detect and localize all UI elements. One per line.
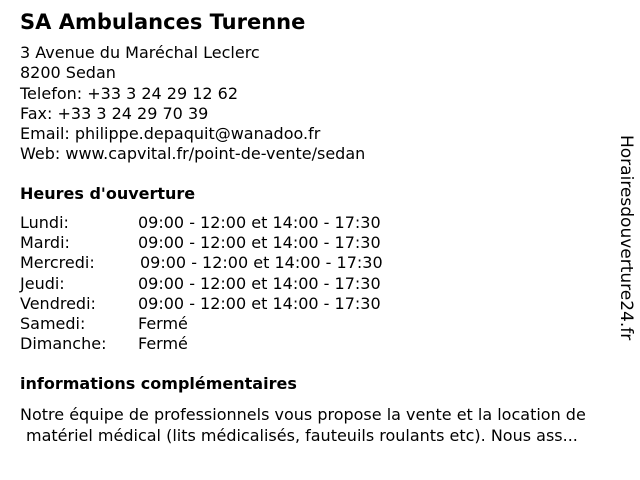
description-line-2: matériel médical (lits médicalisés, fauteuils roulants etc). Nous ass... bbox=[26, 426, 578, 445]
day-label: Dimanche: bbox=[20, 334, 107, 354]
description-line-1: Notre équipe de professionnels vous propose la vente et la location de bbox=[20, 405, 586, 424]
email-address[interactable]: Email: philippe.depaquit@wanadoo.fr bbox=[20, 124, 321, 144]
time-value: 09:00 - 12:00 et 14:00 - 17:30 bbox=[138, 293, 381, 313]
day-label: Lundi: bbox=[20, 213, 69, 232]
time-value: Fermé bbox=[138, 334, 188, 354]
contact-block bbox=[20, 43, 365, 165]
day-label: Vendredi: bbox=[20, 293, 96, 313]
time-value: Fermé bbox=[138, 313, 188, 333]
fax-number: Fax: +33 3 24 29 70 39 bbox=[20, 103, 209, 123]
address-line-2: 8200 Sedan bbox=[20, 63, 116, 83]
additional-info-heading: informations complémentaires bbox=[20, 374, 297, 393]
page-title: SA Ambulances Turenne bbox=[20, 10, 306, 34]
description-text bbox=[20, 404, 586, 446]
time-value: 09:00 - 12:00 et 14:00 - 17:30 bbox=[138, 213, 381, 232]
opening-hours-heading: Heures d'ouverture bbox=[20, 184, 196, 203]
address-line-1: 3 Avenue du Maréchal Leclerc bbox=[20, 43, 260, 62]
day-label: Mercredi: bbox=[20, 253, 95, 273]
day-label: Mardi: bbox=[20, 233, 70, 253]
time-value: 09:00 - 12:00 et 14:00 - 17:30 bbox=[138, 273, 381, 293]
site-watermark bbox=[614, 135, 638, 345]
day-label: Samedi: bbox=[20, 313, 86, 333]
watermark-text: Horairesdouverture24.fr bbox=[616, 135, 636, 341]
website-link[interactable]: Web: www.capvital.fr/point-de-vente/sedan bbox=[20, 144, 366, 164]
phone-number[interactable]: Telefon: +33 3 24 29 12 62 bbox=[20, 83, 239, 103]
day-label: Jeudi: bbox=[20, 273, 65, 293]
time-value: 09:00 - 12:00 et 14:00 - 17:30 bbox=[140, 253, 383, 273]
time-value: 09:00 - 12:00 et 14:00 - 17:30 bbox=[138, 233, 381, 253]
